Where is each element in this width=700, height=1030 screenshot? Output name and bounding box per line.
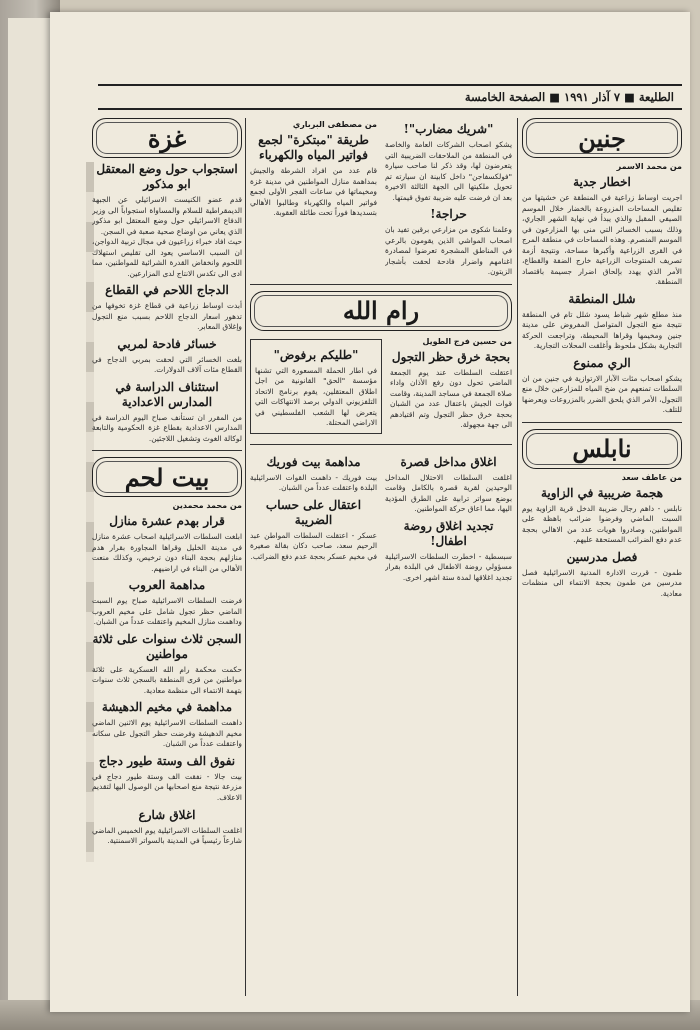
gaza-section-title: غزة: [92, 118, 242, 158]
column-gaza-bethlehem: [92, 118, 242, 996]
nablus-arrest-headline: اعتقال على حساب الضريبة: [265, 497, 362, 527]
nablus-arrest-text: عسكر - اعتقلت السلطات المواطن عبد الرحيم سعد، صاحب دكان بقالة صغيرة في مخيم عسكر بحجة عدم دفع الضرائب.: [250, 530, 377, 561]
bethlehem-tunnel-headline: نفوق الف وستة طيور دجاج: [98, 753, 236, 768]
bethlehem-text-left: فرضت السلطات الاسرائيلية صباح يوم السبت الماضي حظر تجول شامل على مخيم العروب وداهمت منازل المخيم واعتقلت عدداً من الشبان.: [92, 596, 242, 627]
jenin-sub-headline: شلل المنطقة: [568, 291, 636, 306]
gaza-schools-headline: استئناف الدراسة في المدارس الاعدادية: [115, 379, 219, 409]
gaza-poultry-text: حيث افاد خبراء زراعيون في مجال تربية الدواجن، ان السبب الاساسي يعود الى تقليص استهلاك اللحوم وانخفاض القدرة الشرائية للمواطنين، مما ادى الى تكدس الانتاج لدى المزارعين.: [92, 237, 242, 278]
ramallah-headline: بحجة خرق حظر التجول: [391, 349, 511, 364]
nablus-school-headline: فصل مدرسين: [566, 549, 638, 564]
ramallah-byline: من حسين فرج الطويل: [422, 336, 512, 346]
nablus-raid-text: بيت فوريك - داهمت القوات الاسرائيلية البلدة واعتقلت عدداً من الشبان.: [250, 472, 377, 493]
nablus-shops-headline: اغلاق مداخل قصرة: [400, 454, 497, 469]
jenin-headline: اخطار جدية: [573, 175, 631, 189]
jenin-sub-text: منذ مطلع شهر شباط يسود شلل تام في المنطقة نتيجة منع التجول المتواصل المفروض على مدينة جنين ومخيمها وقراها المحيطة، وتراجعت الحركة التجارية بشكل ملحوظ وأغلقت المحلات التجارية.: [522, 309, 682, 351]
bethlehem-camp-text: داهمت السلطات الاسرائيلية يوم الاثنين الماضي مخيم الدهيشة وفرضت حظر التجول على سكانه واعتقلت عدداً من الشبان.: [92, 718, 242, 749]
ramallah-box-headline: "طليكم برفوض": [273, 347, 359, 362]
gaza-headline-right: طريقة "مبتكرة" لجمع فواتير المياه والكهرباء: [258, 133, 369, 162]
jenin-text: اجريت اوساط زراعية في المنطقة عن خشيتها من تقليص المساحات المزروعة بالخضار خلال الموسم الصيفي المقبل والذي يبدأ في نهاية الشهر الجاري، وذلك بسبب الخسائر التي منى بها المزارعون في الموسم المنصرم. وهذه المساحات في منطقة المرج في القرى الزراعية وأكبرها مساحة، ونتيجة أزمة تصريف المنتوجات الزراعية خارج الضفة والقطاع، الأمر الذي يهدد بإلحاق اضرار جسيمة باقتصاد المنطقة.: [522, 193, 682, 287]
nablus-headline-right: هجمة ضريبية في الزاوية: [540, 485, 664, 500]
bethlehem-street-text: اغلقت السلطات الاسرائيلية يوم الخميس الماضي شارعاً رئيسياً في المدينة بالسواتر الاسمنتية.: [92, 825, 242, 846]
partner-headline: "شريك مضارب"!: [403, 122, 494, 136]
gaza-small-text: أبدت اوساط زراعية في قطاع غزة تخوفها من تدهور اسعار الدجاج اللاحم بسبب منع التجول وإغلاق المعابر.: [92, 301, 242, 332]
nablus-school-text: طمون - قررت الادارة المدنية الاسرائيلية فصل مدرسين من طمون بحجة الانتماء الى منظمات معادية.: [522, 567, 682, 598]
bethlehem-sentence-text: حكمت محكمة رام الله العسكرية على ثلاثة مواطنين من قرى المنطقة بالسجن ثلاث سنوات بتهمة الانتماء الى منظمة معادية.: [92, 664, 242, 695]
bethlehem-headline-right: قرار بهدم عشرة منازل: [109, 514, 225, 529]
gaza-headline-left: استجواب حول وضع المعتقل ابو مذكور: [96, 162, 238, 191]
nablus-shops-text: اغلقت السلطات الاحتلال المداخل الوحيدين لقرية قصرة بالكامل وقامت بوضع سواتر ترابية على الطرق المؤدية اليها، مما اعاق حركة المواطنين.: [385, 472, 512, 514]
partner-text: يشكو اصحاب الشركات العامة والخاصة في المنطقة من الملاحقات الضريبية التي يتعرضون لها، وقد ذكر لنا صاحب سيارة "فولكسفاجن" داخل كابينة ان سيارته تم تحويل ملكيتها الى الجهة الثالثة الاخيرة بعد ان فرضت عليه ضريبة تفوق قيمتها.: [385, 140, 512, 202]
bethlehem-byline: من محمد محمدين: [172, 501, 242, 511]
bethlehem-camp-headline: مداهمة في مخيم الدهيشة: [101, 700, 233, 715]
partner-sub-text: وعلمنا شكوى من مزارعي برقين تفيد بان اصحاب المواشي الذين يقومون بالرعي في المناطق المشجرة تعرضوا لمصادرة اغنامهم واضرار فادحة لحقت بأشجار الزيتون.: [385, 225, 512, 277]
ramallah-section-title: رام الله: [250, 291, 512, 331]
nablus-section-title: نابلس: [522, 429, 682, 469]
column-jenin-nablus: [522, 118, 682, 996]
nablus-raid-headline: مداهمة بيت فوريك: [266, 454, 361, 469]
bethlehem-street-headline: اغلاق شارع: [138, 807, 196, 822]
nablus-text-right: نابلس - داهم رجال ضريبة الدخل قرية الزاوية يوم السبت الماضي وفرضوا ضرائب باهظة على المواطنين، وصادروا هويات عدد من الاهالي بحجة عدم دفع الضرائب المستحقة عليهم.: [522, 503, 682, 545]
gaza-small-headline: الدجاج اللاحم في القطاع: [105, 283, 229, 298]
jenin-section-title: جنين: [522, 118, 682, 158]
gaza-byline: من مصطفى البرباري: [292, 120, 377, 129]
gaza-text-left: قدم عضو الكنيست الاسرائيلي عن الجبهة الديمقراطية للسلام والمساواة استجواباً الى وزير الدفاع الاسرائيلي حول وضع المعتقل ابو مذكور الذي يعاني من اوضاع صحية صعبة في السجن.: [92, 195, 242, 236]
gaza-text-right: قام عدد من افراد الشرطة والجيش بمداهمة منازل المواطنين في مدينة غزة ومخيماتها في ساعات الفجر الأولى لجمع فواتير المياه والكهرباء وطالبوا الأهالي بتسديدها فوراً تحت طائلة العقوبة.: [250, 166, 377, 218]
gaza-schools-text: من المقرر ان تستأنف صباح اليوم الدراسة في المدارس الاعدادية بقطاع غزة الحكومية والتابعة لوكالة الغوث وتشغيل اللاجئين.: [92, 412, 242, 443]
ramallah-box: [250, 339, 382, 434]
gaza-loss-text: بلغت الخسائر التي لحقت بمربي الدجاج في القطاع مئات آلاف الدولارات.: [92, 354, 242, 375]
partner-sub-headline: حراجة!: [430, 207, 467, 222]
nablus-kinder-text: سبسطية - اخطرت السلطات الاسرائيلية مسؤولي روضة الاطفال في البلدة بقرار تجديد اغلاقها لمدة ستة اشهر اخرى.: [385, 551, 512, 582]
bethlehem-tunnel-text: بيت جالا - نفقت الف وستة طيور دجاج في مزرعة نتيجة منع اصحابها من الوصول اليها لتقديم الاعلاف.: [92, 771, 242, 802]
bethlehem-section-title: بيت لحم: [92, 457, 242, 497]
column-middle: [250, 118, 512, 996]
bethlehem-headline-left: مداهمة العروب: [128, 578, 206, 593]
ramallah-text: اعتقلت السلطات عند يوم الجمعة الماضي تحول دون رفع الأذان واداء صلاة الجمعة في مساجد المدينة، وقامت قوات الجيش باعتقال عدد من الشبان بحجة خرق حظر التجول وتم اقتيادهم الى جهة مجهولة.: [390, 367, 512, 430]
page-header: [98, 84, 682, 110]
bethlehem-text-right: ابلغت السلطات الاسرائيلية اصحاب عشرة منازل في مدينة الخليل وقراها المجاورة بقرار هدم منازلهم بحجة البناء دون ترخيص، وكذلك منعت الأهالي من البناء في اراضيهم.: [92, 532, 242, 573]
nablus-kinder-headline: تجديد اغلاق روضة اطفال!: [403, 518, 494, 548]
bethlehem-sentence-headline: السجن ثلاث سنوات على ثلاثة مواطنين: [92, 631, 242, 661]
gaza-loss-headline: خسائر فادحة لمربي: [117, 336, 217, 351]
nablus-byline: من عاطف سعد: [621, 472, 682, 482]
jenin-third-text: يشكو اصحاب مئات الآبار الارتوازية في جنين من ان السلطات تمنعهم من ضخ المياه للمزارعين خلال منع التجول، الأمر الذي يلحق الضرر بالمزروعات ويعرضها للتلف.: [522, 373, 682, 415]
header-edition: الطليعة ■ ٧ آذار ١٩٩١ ■ الصفحة الخامسة: [464, 90, 674, 104]
newspaper-page: [50, 12, 690, 1012]
ramallah-box-text: في اطار الحملة المسعورة التي تشنها مؤسسة "الحق" القانونية من اجل اطلاق المعتقلين، يقوم برنامج الاتحاد التلفزيوني الدولي برصد الانتهاكات التي يتعرض لها الشعب الفلسطيني في الاراضي المحتلة.: [255, 365, 377, 428]
jenin-byline: من محمد الاسمر: [616, 162, 682, 171]
jenin-third-headline: الري ممنوع: [573, 355, 631, 370]
